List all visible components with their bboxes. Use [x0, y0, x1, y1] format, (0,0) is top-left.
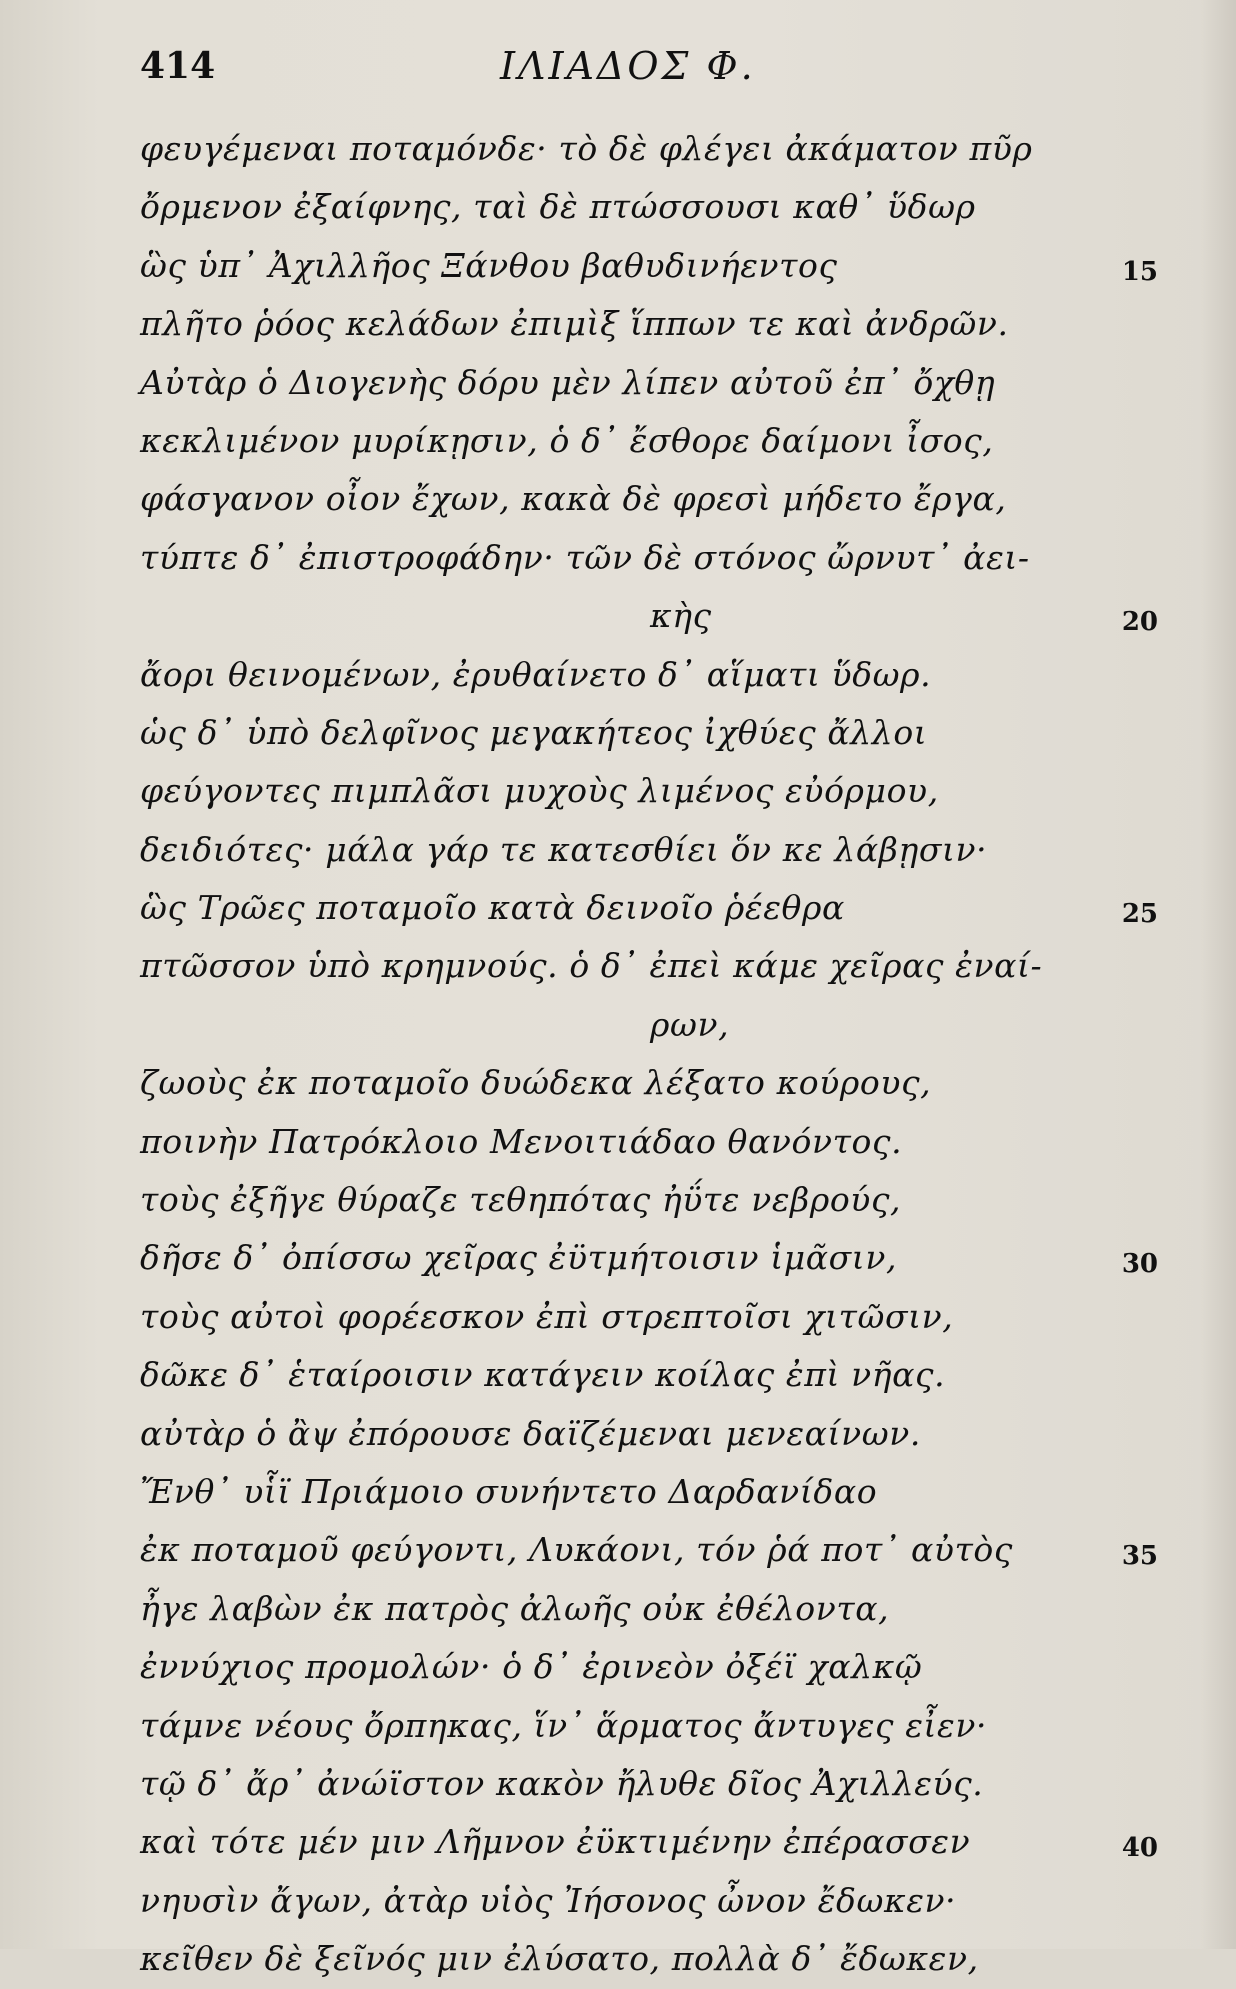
line-number: 25: [1121, 899, 1158, 930]
verse-line: [0, 1697, 1236, 1755]
verse-line: [0, 879, 1236, 937]
verse-text: φευγέμεναι ποταμόνδε· τὸ δὲ φλέγει ἀκάματον πῦρ: [140, 129, 1033, 168]
page-header: [0, 36, 1236, 96]
verse-text: ρων,: [650, 1004, 730, 1044]
line-number: 20: [1121, 607, 1158, 638]
verse-text: Αὐτὰρ ὁ Διογενὴς δόρυ μὲν λίπεν αὐτοῦ ἐπ᾽ ὄχθῃ: [140, 362, 996, 402]
verse-line: [0, 1755, 1236, 1813]
verse-line: [0, 762, 1236, 820]
verse-line: [0, 354, 1236, 412]
verse-text: ὣς ὑπ᾽ Ἀχιλλῆος Ξάνθου βαθυδινήεντος: [140, 245, 838, 285]
verse-text: κεκλιμένον μυρίκῃσιν, ὁ δ᾽ ἔσθορε δαίμονι ἶσος,: [140, 420, 994, 460]
verse-text: φάσγανον οἶον ἔχων, κακὰ δὲ φρεσὶ μήδετο ἔργα,: [140, 479, 1007, 519]
verse-line: [0, 1930, 1236, 1988]
verse-text: Ἔνθ᾽ υἷϊ Πριάμοιο συνήντετο Δαρδανίδαο: [140, 1471, 878, 1511]
verse-line: [0, 120, 1236, 178]
verse-block: [0, 120, 1236, 1989]
verse-line: [0, 1521, 1236, 1579]
verse-line: [0, 1872, 1236, 1930]
verse-line: [0, 1463, 1236, 1521]
page-number: 414: [140, 45, 216, 87]
verse-line: [0, 412, 1236, 470]
verse-line: [0, 178, 1236, 236]
verse-text: τάμνε νέους ὄρπηκας, ἵν᾽ ἅρματος ἄντυγες εἶεν·: [140, 1705, 988, 1745]
line-number: 15: [1121, 256, 1158, 287]
verse-line: [0, 821, 1236, 879]
verse-text: ἐννύχιος προμολών· ὁ δ᾽ ἐρινεὸν ὀξέϊ χαλκῷ: [140, 1647, 923, 1687]
verse-line: [0, 1405, 1236, 1463]
verse-line: [0, 646, 1236, 704]
verse-text: τῷ δ᾽ ἄρ᾽ ἀνώϊστον κακὸν ἤλυθε δῖος Ἀχιλλεύς.: [140, 1763, 984, 1803]
verse-text: τοὺς αὐτοὶ φορέεσκον ἐπὶ στρεπτοῖσι χιτῶσιν,: [140, 1296, 954, 1336]
verse-line: [0, 937, 1236, 995]
verse-line: [0, 237, 1236, 295]
line-number: 35: [1121, 1541, 1158, 1572]
verse-line: [0, 1638, 1236, 1696]
verse-text: ἐκ ποταμοῦ φεύγοντι, Λυκάονι, τόν ῥά ποτ᾽ αὐτὸς: [140, 1530, 1013, 1570]
verse-text: κεῖθεν δὲ ξεῖνός μιν ἐλύσατο, πολλὰ δ᾽ ἔδωκεν,: [140, 1939, 979, 1979]
verse-text: πλῆτο ῥόος κελάδων ἐπιμὶξ ἵππων τε καὶ ἀνδρῶν.: [140, 304, 1009, 344]
verse-line: [0, 1346, 1236, 1404]
verse-line: [0, 470, 1236, 528]
verse-text: δειδιότες· μάλα γάρ τε κατεσθίει ὅν κε λάβῃσιν·: [140, 829, 988, 869]
line-number: 30: [1121, 1249, 1158, 1280]
verse-text: ζωοὺς ἐκ ποταμοῖο δυώδεκα λέξατο κούρους,: [140, 1063, 932, 1103]
verse-text: αὐτὰρ ὁ ἂψ ἐπόρουσε δαϊζέμεναι μενεαίνων.: [140, 1413, 921, 1453]
verse-text: ποινὴν Πατρόκλοιο Μενοιτιάδαο θανόντος.: [140, 1121, 903, 1161]
verse-text: φεύγοντες πιμπλᾶσι μυχοὺς λιμένος εὐόρμου,: [140, 771, 939, 811]
verse-line: [0, 587, 1236, 645]
verse-line: [0, 996, 1236, 1054]
running-title: ΙΛΙΑΔΟΣ Φ.: [500, 44, 756, 88]
verse-line: [0, 529, 1236, 587]
verse-line: [0, 1813, 1236, 1871]
verse-text: τοὺς ἐξῆγε θύραζε τεθηπότας ἠΰτε νεβρούς,: [140, 1180, 902, 1220]
verse-line: [0, 1113, 1236, 1171]
verse-text: ἄορι θεινομένων, ἐρυθαίνετο δ᾽ αἵματι ὕδωρ.: [140, 654, 932, 694]
verse-text: ὣς Τρῶες ποταμοῖο κατὰ δεινοῖο ῥέεθρα: [140, 888, 845, 928]
verse-line: [0, 295, 1236, 353]
verse-text: δῆσε δ᾽ ὀπίσσω χεῖρας ἐϋτμήτοισιν ἱμᾶσιν,: [140, 1238, 898, 1278]
verse-line: [0, 1054, 1236, 1112]
verse-line: [0, 704, 1236, 762]
verse-text: κὴς: [650, 596, 712, 636]
verse-line: [0, 1580, 1236, 1638]
line-number: 40: [1121, 1833, 1158, 1864]
verse-text: δῶκε δ᾽ ἑταίροισιν κατάγειν κοίλας ἐπὶ νῆας.: [140, 1355, 946, 1395]
verse-line: [0, 1171, 1236, 1229]
verse-text: τύπτε δ᾽ ἐπιστροφάδην· τῶν δὲ στόνος ὤρνυτ᾽ ἀει-: [140, 537, 1030, 577]
verse-text: πτῶσσον ὑπὸ κρημνούς. ὁ δ᾽ ἐπεὶ κάμε χεῖρας ἐναί-: [140, 946, 1043, 986]
verse-text: ὡς δ᾽ ὑπὸ δελφῖνος μεγακήτεος ἰχθύες ἄλλοι: [140, 712, 928, 752]
verse-line: [0, 1229, 1236, 1287]
verse-line: [0, 1288, 1236, 1346]
verse-text: καὶ τότε μέν μιν Λῆμνον ἐϋκτιμένην ἐπέρασσεν: [140, 1822, 971, 1862]
verse-text: ἦγε λαβὼν ἐκ πατρὸς ἀλωῆς οὐκ ἐθέλοντα,: [140, 1588, 890, 1628]
verse-text: ὄρμενον ἐξαίφνης, ταὶ δὲ πτώσσουσι καθ᾽ ὕδωρ: [140, 187, 976, 227]
verse-text: νηυσὶν ἄγων, ἀτὰρ υἱὸς Ἰήσονος ὦνον ἔδωκεν·: [140, 1880, 957, 1920]
